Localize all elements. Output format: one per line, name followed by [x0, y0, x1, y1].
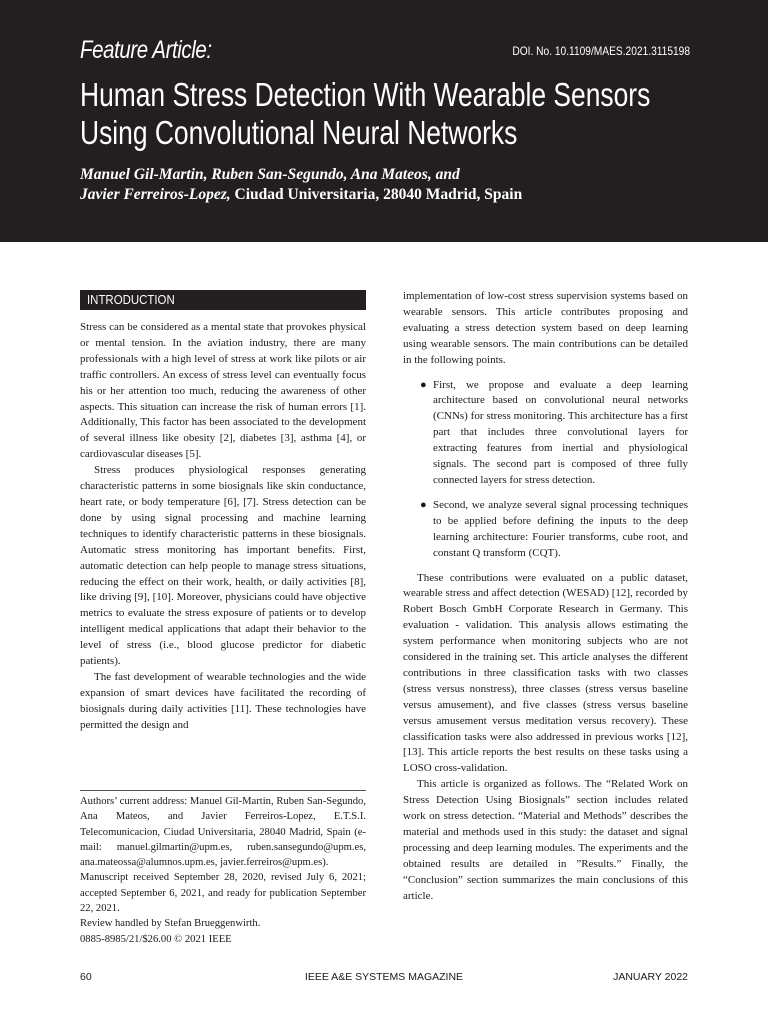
left-column: [80, 290, 366, 734]
authors-line-2: [80, 185, 700, 205]
section-heading: [80, 290, 366, 310]
bullet-icon: ●: [420, 378, 427, 391]
right-paragraph-2: These contributions were evaluated on a public dataset, wearable stress and affect detection (WESAD) [12], recorded by Robert Bosch GmbH Corporate Research in Germany. This evaluation - validation. This analysis allows estimating the system performance when monitoring subjects who are not considered in the training set. This article analyses the different contributions in three classification tasks with two classes (stress versus nonstress), three classes (stress versus baseline versus amusement), and five classes (stress versus baseline versus amusement versus meditation versus recovery). These classification tasks were also addressed in previous works [12], [13]. This article reports the best results on these tasks using a LOSO cross-validation.: [403, 571, 688, 775]
title-line-1: Human Stress Detection With Wearable Sensors: [80, 76, 651, 113]
intro-paragraph-3: The fast development of wearable technologies and the wide expansion of smart devices have facilitated the recording of biosignals during daily activities [11]. These technologies have permitted the design and: [80, 670, 366, 731]
bullet-text-2: Second, we analyze several signal processing techniques to be applied before defining the inputs to the deep learning architecture: Fourier transforms, cube root, and constant Q transform (CQT).: [433, 498, 688, 559]
contribution-list: [403, 378, 688, 562]
right-column: [403, 289, 688, 905]
article-title: [80, 76, 651, 152]
footnote-address: Authors’ current address: Manuel Gil-Martin, Ruben San-Segundo, Ana Mateos, and Javier Ferreiros-Lopez, E.T.S.I. Telecomunicacion, Ciudad Universitaria, 28040 Madrid, Spain (e-mail: manuel.gilmartin@upm.es, ruben.sansegundo@upm.es, ana.mateossa@alumnos.upm.es, javier.ferreiros@upm.es).: [80, 796, 366, 869]
right-paragraph-1: implementation of low-cost stress supervision systems based on wearable sensors. This article contributes proposing and evaluating a stress detection system based on deep learning using wearable sensors. The main contributions can be detailed in the following points.: [403, 290, 688, 366]
authors-line-2-names: Javier Ferreiros-Lopez,: [80, 186, 231, 203]
author-affiliation: Ciudad Universitaria, 28040 Madrid, Spain: [230, 186, 523, 203]
right-paragraph-3: This article is organized as follows. The “Related Work on Stress Detection Using Biosignals” section includes related work on stress detection. “Material and Methods” describes the material and methods used in this study: the dataset and signal processing and deep learning modules. The experiments and the obtained results are detailed in ”Results.” Finally, the “Conclusion” section summarizes the main conclusions of this article.: [403, 778, 688, 902]
doi-label: DOI. No. 10.1109/MAES.2021.3115198: [512, 44, 690, 58]
intro-paragraph-2: Stress produces physiological responses generating characteristic patterns in some biosignals like skin conductance, heart rate, or body temperature [6], [7]. Stress detection can be done by using signal processing and machine learning techniques to identify characteristic patterns in these biosignals. Automatic stress monitoring has important benefits. First, automatic detection can help people to manage stress situations, reducing the effect on their work, health, or daily activities [8], like driving [9], [10]. Moreover, physicians could have objective metrics to evaluate the stress exposure of patients or to develop intelligent medical applications that adapt their behavior to the level of stress (i.e., blood glucose predictor for diabetic patients).: [80, 464, 366, 668]
footnote-editor: Review handled by Stefan Brueggenwirth.: [80, 918, 261, 930]
footnote-received: Manuscript received September 28, 2020, revised July 6, 2021; accepted September 6, 2021, and ready for publication September 22, 2021.: [80, 872, 366, 915]
page-number: 60: [80, 971, 92, 983]
author-block: [80, 165, 700, 205]
author-footnote: [80, 790, 366, 947]
list-item: [403, 498, 688, 562]
bullet-text-1: First, we propose and evaluate a deep learning architecture based on convolutional neural networks (CNNs) for stress monitoring. This architecture has a first part that includes three convolutional layers for extracting features from inertial and physiological signals. The second part is composed of three fully connected layers for stress detection.: [433, 378, 688, 486]
authors-line-1: Manuel Gil-Martin, Ruben San-Segundo, Ana Mateos, and: [80, 166, 460, 183]
footnote-code: 0885-8985/21/$26.00 © 2021 IEEE: [80, 933, 232, 945]
issue-date: JANUARY 2022: [613, 971, 688, 983]
title-banner: [0, 0, 768, 242]
title-line-2: Using Convolutional Neural Networks: [80, 114, 518, 151]
magazine-name: IEEE A&E SYSTEMS MAGAZINE: [304, 971, 464, 983]
list-item: [403, 378, 688, 489]
bullet-icon: ●: [420, 498, 427, 511]
page-footer: [80, 971, 688, 985]
section-heading-text: INTRODUCTION: [87, 292, 175, 307]
intro-paragraph-1: Stress can be considered as a mental state that provokes physical or mental tension. In the aviation industry, there are many professionals with a high level of stress at work like pilots or air traffic controllers. An excess of stress level can eventually focus his or her attention too much, reducing the awareness of other aspects. This situation can increase the risk of human errors [1]. Additionally, This factor has been associated to the development of several illness like obesity [2], diabetes [3], asthma [4], or cardiovascular diseases [5].: [80, 321, 366, 461]
article-kicker: Feature Article:: [80, 36, 212, 64]
